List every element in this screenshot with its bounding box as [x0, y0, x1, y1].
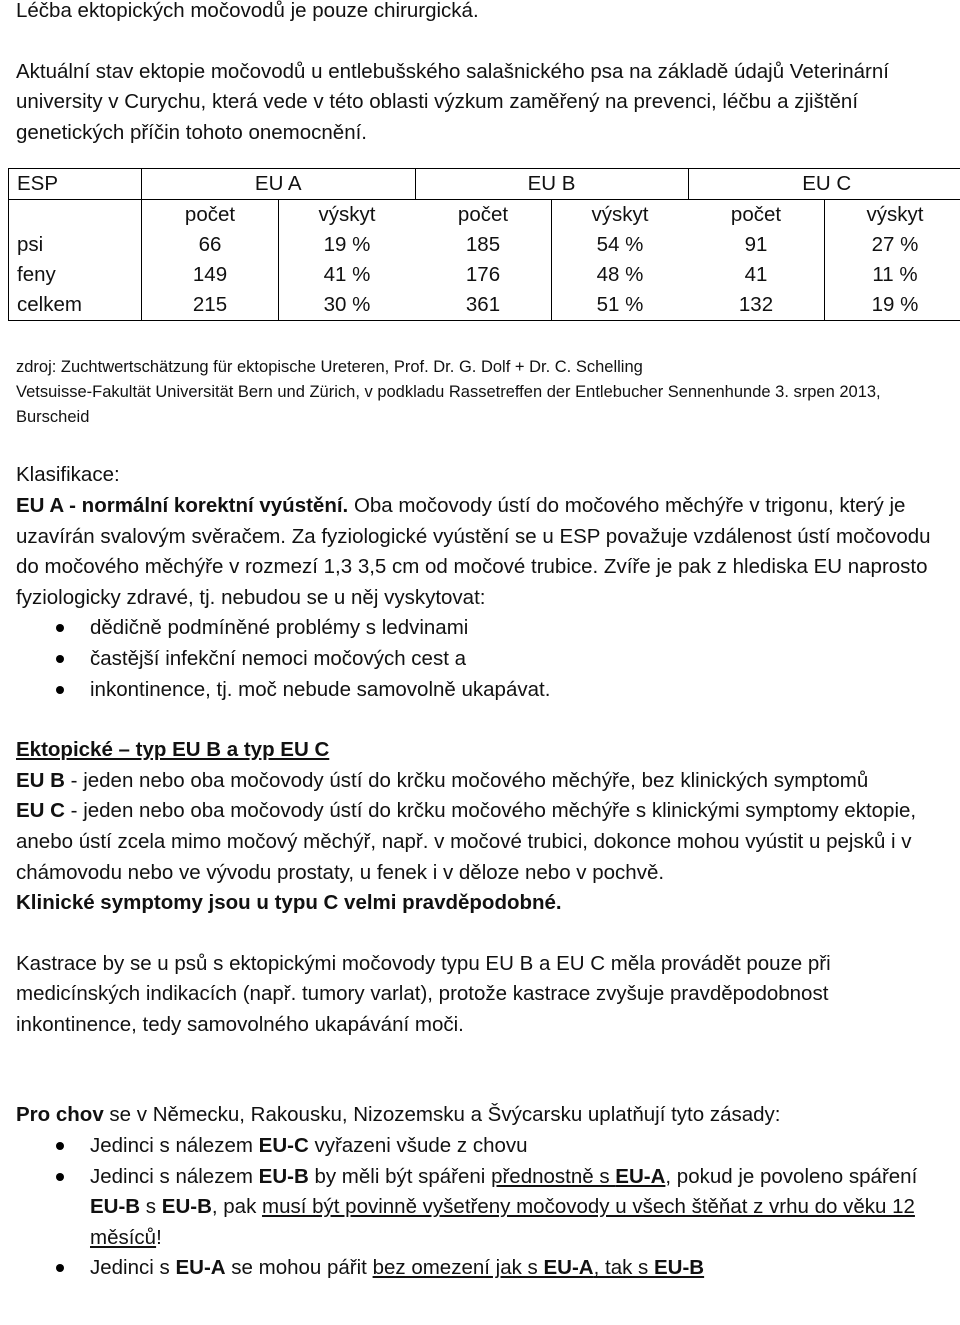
ectopic-heading — [16, 735, 944, 766]
table-subheader: počet — [457, 203, 509, 227]
rule-text: přednostně s — [491, 1164, 616, 1188]
table-cell: 176 — [465, 263, 501, 287]
table-header-row — [9, 169, 960, 200]
breeding-section — [16, 1100, 944, 1284]
ectopy-table — [8, 168, 960, 321]
table-group-euc: EU C — [688, 169, 960, 200]
table-row — [9, 260, 960, 290]
table-subheader: výskyt — [552, 200, 689, 231]
classification-heading: Klasifikace: — [16, 463, 120, 487]
table-cell: 30 % — [279, 290, 416, 321]
list-item — [90, 1162, 944, 1254]
eua-description: Oba močovody ústí do močového měchýře v trigonu, který je uzavírán svalovým svěračem. Za fyziologické vyústění se u ESP považuje vzdálenost ústí močovodu do močového měchýře v rozmezí 1,3 3,5 cm od močové trubice. Zvíře je pak z hlediska EU naprosto fyziologicky zdravé, tj. nebudou se u něj vyskytovat: — [16, 493, 931, 609]
table-row-label: celkem — [9, 290, 142, 321]
table-cell: 19 % — [825, 290, 960, 321]
rule-text: , pokud je povoleno spáření — [665, 1164, 918, 1188]
list-item — [90, 1131, 944, 1162]
table-cell: 215 — [142, 290, 279, 321]
euc-paragraph — [16, 796, 944, 888]
rule-term: EU-C — [258, 1134, 309, 1158]
table-subheader: výskyt — [279, 200, 416, 231]
eub-term: EU B — [16, 768, 65, 792]
eua-paragraph — [16, 491, 944, 613]
table-cell: 132 — [688, 290, 825, 321]
source-line-2: Vetsuisse-Fakultät Universität Bern und Zürich, v podkladu Rassetreffen der Entlebucher Sennenhunde 3. srpen 2013, Burscheid — [16, 383, 881, 427]
source-note — [16, 355, 944, 430]
rule-text: , tak s — [593, 1256, 654, 1280]
rule-term: EU-A — [615, 1164, 666, 1188]
list-item: inkontinence, tj. moč nebude samovolně ukapávat. — [90, 675, 944, 706]
eua-term: EU A - normální korektní vyústění. — [16, 493, 349, 517]
list-item: častější infekční nemoci močových cest a — [90, 644, 944, 675]
table-cell: 41 % — [279, 260, 416, 290]
table-subheader-row — [9, 200, 960, 231]
table-cell: 11 % — [825, 260, 960, 290]
top-line: Léčba ektopických močovodů je pouze chirurgická. — [16, 0, 479, 22]
rule-term: EU-A — [175, 1256, 226, 1280]
rule-text: ! — [156, 1225, 162, 1249]
rule-text: se mohou pářit — [225, 1256, 373, 1280]
table-cell: 19 % — [279, 230, 416, 260]
list-item: dědičně podmíněné problémy s ledvinami — [90, 613, 944, 644]
rule-term: EU-B — [90, 1195, 141, 1219]
table-row — [9, 230, 960, 260]
source-line-1: zdroj: Zuchtwertschätzung für ektopische Ureteren, Prof. Dr. G. Dolf + Dr. C. Schelling — [16, 358, 643, 377]
rule-term: EU-B — [161, 1195, 212, 1219]
table-group-eub: EU B — [415, 169, 688, 200]
classification-section — [16, 460, 944, 705]
table-cell: 54 % — [552, 230, 689, 260]
intro-paragraph: Aktuální stav ektopie močovodů u entlebušského salašnického psa na základě údajů Veterinární university v Curychu, která vede v této oblasti výzkum zaměřený na prevenci, léčbu a zjištění genetických příčin tohoto onemocnění. — [16, 59, 889, 144]
ectopic-conclusion — [16, 888, 944, 919]
table-cell: 91 — [744, 233, 768, 257]
table-subheader: výskyt — [825, 200, 960, 231]
breeding-lead-text: se v Německu, Rakousku, Nizozemsku a Švýcarsku uplatňují tyto zásady: — [103, 1103, 781, 1127]
rule-text: by měli být spářeni — [308, 1164, 492, 1188]
rule-text: vyřazeni všude z chovu — [308, 1134, 528, 1158]
breeding-rules-list — [16, 1131, 944, 1284]
table-row — [9, 290, 960, 321]
ectopic-conclusion-text: Klinické symptomy jsou u typu C velmi pravděpodobné. — [16, 891, 562, 915]
rule-text: Jedinci s — [90, 1256, 176, 1280]
eub-description: - jeden nebo oba močovody ústí do krčku močového měchýře, bez klinických symptomů — [64, 768, 869, 792]
table-corner: ESP — [9, 169, 142, 200]
rule-underline: musí být povinně vyšetřeny močovody u všech štěňat z vrhu do věku 12 měsíců — [90, 1195, 915, 1249]
rule-text: s — [140, 1195, 162, 1219]
breeding-lead — [16, 1100, 944, 1131]
table-group-eua: EU A — [142, 169, 416, 200]
rule-text: bez omezení jak s — [372, 1256, 544, 1280]
table-cell: 185 — [465, 233, 501, 257]
table-row-label: feny — [9, 260, 142, 290]
rule-underline — [373, 1256, 705, 1279]
table-subheader: počet — [730, 203, 782, 227]
rule-text: Jedinci s nálezem — [90, 1164, 259, 1188]
rule-term: EU-B — [258, 1164, 309, 1188]
table-cell: 51 % — [552, 290, 689, 321]
table-cell: 48 % — [552, 260, 689, 290]
table-cell: 66 — [198, 233, 222, 257]
list-item — [90, 1253, 944, 1284]
rule-text: Jedinci s nálezem — [90, 1134, 259, 1158]
rule-term: EU-B — [654, 1256, 705, 1280]
table-cell: 149 — [192, 263, 228, 287]
castration-paragraph: Kastrace by se u psů s ektopickými močovody typu EU B a EU C měla provádět pouze při medicínských indikacích (např. tumory varlat), protože kastrace zvyšuje pravděpodobnost inkontinence, tedy samovolného ukapávání moči. — [16, 951, 831, 1036]
rule-underline — [491, 1165, 665, 1188]
breeding-lead-term: Pro chov — [16, 1103, 104, 1127]
rule-text: , pak — [211, 1195, 263, 1219]
table-cell: 361 — [415, 290, 552, 321]
euc-description: - jeden nebo oba močovody ústí do krčku močového měchýře s klinickými symptomy ektopie, anebo ústí zcela mimo močový měchýř, např. v močové trubici, dokonce mohou vyústit u pejsků i v chámovodu nebo ve vývodu prostaty, u fenek i v děloze nebo v pochvě. — [16, 799, 917, 884]
table-cell — [9, 200, 142, 231]
ectopic-heading-text: Ektopické – typ EU B a typ EU C — [16, 738, 330, 762]
table-row-label: psi — [9, 230, 142, 260]
euc-term: EU C — [16, 799, 65, 823]
table-cell: 27 % — [825, 230, 960, 260]
eub-paragraph — [16, 766, 944, 797]
table-cell: 41 — [744, 263, 768, 287]
ectopic-section — [16, 735, 944, 919]
rule-term: EU-A — [543, 1256, 594, 1280]
table-subheader: počet — [184, 203, 236, 227]
eua-bullet-list — [16, 613, 944, 705]
